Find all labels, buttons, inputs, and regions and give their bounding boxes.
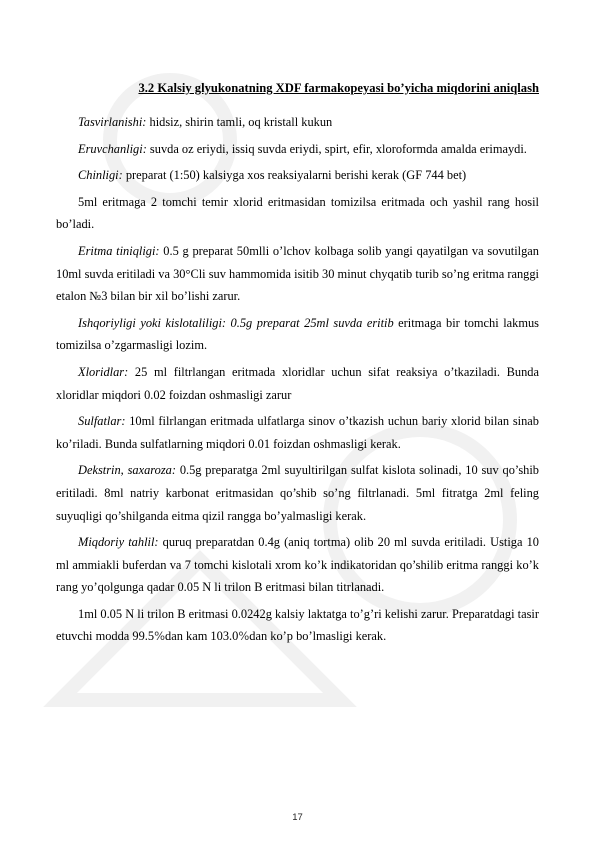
text-description: hidsiz, shirin tamli, oq kristall kukun — [146, 115, 333, 129]
paragraph-alkalinity — [56, 312, 539, 357]
paragraph-clarity — [56, 240, 539, 308]
label-identity: Chinligi: — [78, 168, 123, 183]
text-equivalent-part2: dan kam 103.0 — [165, 629, 239, 644]
text-alkalinity: eritmaga bir tomchi lakmus tomizilsa o’zgarmasligi lozim. — [56, 315, 539, 353]
label-chlorides: Xloridlar: — [78, 364, 129, 379]
text-solubility: suvda oz eriydi, issiq suvda eriydi, spirt, efir, xloroformda amalda erimaydi. — [146, 141, 527, 156]
paragraph-dextrin-sucrose — [56, 459, 539, 527]
paragraph-description — [56, 111, 539, 134]
paragraph-quantitative-analysis — [56, 531, 539, 599]
text-identity: preparat (1:50) kalsiyga xos reaksiyalarni berishi kerak (GF 744 bet) — [122, 168, 467, 183]
text-equivalent-part1: 1ml 0.05 N li trilon B eritmasi 0.0242g kalsiy laktatga to’g’ri kelishi zarur. Preparatdagi tasir etuvchi modda 99.5 — [56, 606, 539, 644]
label-clarity: Eritma tiniqligi: — [78, 243, 160, 258]
label-alkalinity: Ishqoriyligi yoki kislotaliligi: 0.5g preparat 25ml suvda eritib — [78, 315, 394, 330]
text-equivalent-part3: dan ko’p bo’lmasligi kerak. — [249, 629, 387, 644]
paragraph-chlorides — [56, 361, 539, 406]
text-quantitative-analysis: quruq preparatdan 0.4g (aniq tortma) olib 20 ml suvda eritiladi. Ustiga 10 ml ammiakli buferdan va 7 tomchi kislotali xrom ko’k indikatoridan qo’shilib eritma ranggi ko’k rang yo’qolgunga qadar 0.05 N li trilon B eritmasi bilan titrlanadi. — [56, 535, 539, 595]
document-page — [56, 78, 539, 652]
percent-sign-2: % — [238, 629, 250, 644]
label-solubility: Eruvchanligi: — [78, 141, 147, 156]
label-description: Tasvirlanishi: — [78, 115, 147, 129]
page-number: 17 — [292, 812, 303, 823]
text-chlorides: 25 ml filtrlangan eritmada xloridlar uchun sifat reaksiya o’tkaziladi. Bunda xloridlar miqdori 0.02 foizdan oshmasligi zarur — [56, 364, 539, 402]
paragraph-identity — [56, 164, 539, 187]
paragraph-sulfates — [56, 410, 539, 455]
paragraph-titration-equivalent — [56, 603, 539, 648]
label-dextrin-sucrose: Dekstrin, saxaroza: — [78, 463, 176, 478]
label-sulfates: Sulfatlar: — [78, 414, 126, 429]
paragraph-solubility — [56, 138, 539, 161]
text-clarity: 0.5 g preparat 50mlli o’lchov kolbaga solib yangi qayatilgan va sovutilgan 10ml suvda eritiladi va 30°Cli suv hammomida isitib 30 minut chyqatib turib so’ng eritma ranggi etalon №3 bilan bir xil bo’lishi zarur. — [56, 243, 540, 304]
text-sulfates: 10ml filrlangan eritmada ulfatlarga sinov o’tkazish uchun bariy xlorid bilan sinab ko’riladi. Bunda sulfatlarning miqdori 0.01 foizdan oshmasligi kerak. — [56, 414, 539, 451]
percent-sign-1: % — [154, 629, 166, 644]
section-heading: 3.2 Kalsiy glyukonatning XDF farmakopeyasi bo’yicha miqdorini aniqlash — [138, 81, 539, 95]
label-quantitative-analysis: Miqdoriy tahlil: — [78, 535, 159, 550]
text-dextrin-sucrose: 0.5g preparatga 2ml suyultirilgan sulfat kislota solinadi, 10 suv qo’shib eritiladi. 8ml natriy karbonat eritmasidan qo’shib so’ng filtrlanadi. 5ml fitratga 2ml feling suyuqligi qo’shilganda eitma qizil rangga bo’yalmasligi kerak. — [56, 463, 540, 523]
paragraph-iron-chloride-test: 5ml eritmaga 2 tomchi temir xlorid eritmasidan tomizilsa eritmada och yashil rang hosil bo’ladi. — [56, 194, 539, 232]
